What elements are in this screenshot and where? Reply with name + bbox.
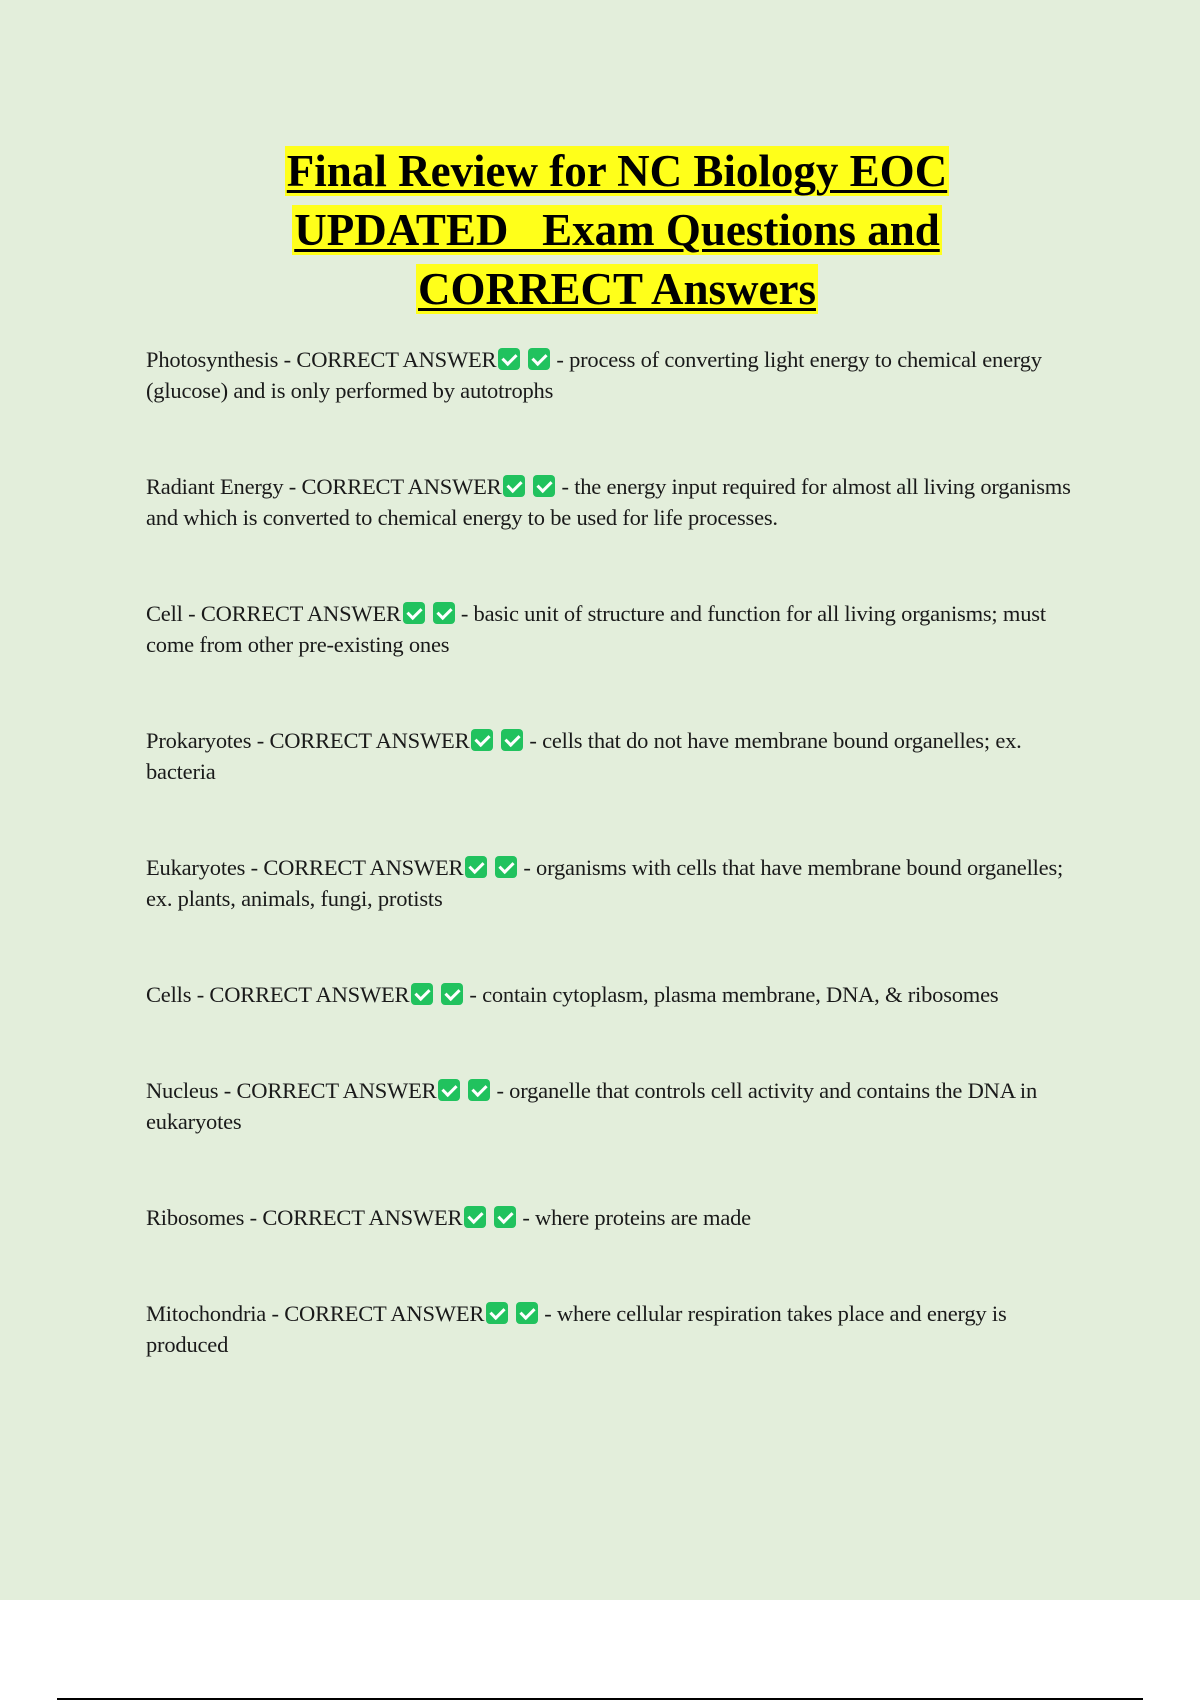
entry-term: Photosynthesis	[146, 347, 279, 372]
entry-dash: -	[496, 1078, 510, 1103]
entry-separator: -	[245, 855, 264, 880]
flashcard-entry	[146, 979, 1086, 1010]
flashcard-entry	[146, 344, 1086, 406]
entry-definition: the energy input required for almost all living organisms and which is converted to chemical energy to be used for life processes.	[146, 474, 1071, 530]
entry-term: Mitochondria	[146, 1301, 267, 1326]
entry-term: Radiant Energy	[146, 474, 284, 499]
check-mark-button-icon	[403, 602, 425, 624]
flashcard-entry	[146, 1298, 1086, 1360]
entry-definition: contain cytoplasm, plasma membrane, DNA, & ribosomes	[482, 982, 999, 1007]
entry-separator: -	[266, 1301, 285, 1326]
check-mark-button-icon	[498, 348, 520, 370]
check-mark-button-icon	[465, 856, 487, 878]
check-mark-button-icon	[495, 856, 517, 878]
entry-term: Nucleus	[146, 1078, 219, 1103]
entry-dash: -	[544, 1301, 557, 1326]
entry-answer-label: CORRECT ANSWER	[284, 1301, 485, 1326]
entry-separator: -	[251, 728, 270, 753]
entry-term: Eukaryotes	[146, 855, 246, 880]
entry-answer-label: CORRECT ANSWER	[301, 474, 502, 499]
flashcard-entry	[146, 471, 1086, 533]
flashcard-entry	[146, 725, 1086, 787]
check-mark-button-icon	[528, 348, 550, 370]
title-line-1: Final Review for NC Biology EOC	[286, 146, 948, 196]
entry-definition: organelle that controls cell activity and contains the DNA in eukaryotes	[146, 1078, 1038, 1134]
check-mark-button-icon	[411, 983, 433, 1005]
entry-answer-label: CORRECT ANSWER	[262, 1205, 463, 1230]
entry-answer-label: CORRECT ANSWER	[209, 982, 410, 1007]
entry-dash: -	[469, 982, 483, 1007]
entry-term: Cell	[146, 601, 183, 626]
check-mark-button-icon	[494, 1206, 516, 1228]
entry-separator: -	[244, 1205, 263, 1230]
check-mark-button-icon	[501, 729, 523, 751]
entry-definition: process of converting light energy to chemical energy (glucose) and is only performed by autotrophs	[146, 347, 1042, 403]
entry-answer-label: CORRECT ANSWER	[200, 601, 401, 626]
entry-separator: -	[283, 474, 302, 499]
entry-answer-label: CORRECT ANSWER	[236, 1078, 437, 1103]
entry-term: Ribosomes	[146, 1205, 245, 1230]
check-mark-button-icon	[438, 1079, 460, 1101]
check-mark-button-icon	[533, 475, 555, 497]
entry-separator: -	[182, 601, 201, 626]
title-line-2: UPDATED Exam Questions and	[294, 205, 940, 255]
check-mark-button-icon	[464, 1206, 486, 1228]
flashcard-list	[146, 344, 1086, 1425]
check-mark-button-icon	[516, 1302, 538, 1324]
title-line-3: CORRECT Answers	[418, 264, 816, 314]
entry-separator: -	[278, 347, 297, 372]
entry-separator: -	[191, 982, 210, 1007]
entry-definition: basic unit of structure and function for all living organisms; must come from other pre-existing ones	[146, 601, 1046, 657]
check-mark-button-icon	[441, 983, 463, 1005]
flashcard-entry	[146, 1075, 1086, 1137]
document-title	[150, 142, 1084, 319]
check-mark-button-icon	[471, 729, 493, 751]
entry-definition: organisms with cells that have membrane bound organelles; ex. plants, animals, fungi, protists	[146, 855, 1064, 911]
entry-term: Prokaryotes	[146, 728, 252, 753]
entry-separator: -	[218, 1078, 237, 1103]
entry-definition: where cellular respiration takes place and energy is produced	[146, 1301, 1007, 1357]
entry-dash: -	[460, 601, 474, 626]
entry-term: Cells	[146, 982, 192, 1007]
check-mark-button-icon	[486, 1302, 508, 1324]
flashcard-entry	[146, 598, 1086, 660]
entry-dash: -	[556, 347, 570, 372]
entry-dash: -	[522, 1205, 536, 1230]
flashcard-entry	[146, 852, 1086, 914]
entry-definition: where proteins are made	[535, 1205, 751, 1230]
check-mark-button-icon	[468, 1079, 490, 1101]
entry-definition: cells that do not have membrane bound organelles; ex. bacteria	[146, 728, 1022, 784]
check-mark-button-icon	[503, 475, 525, 497]
check-mark-button-icon	[433, 602, 455, 624]
entry-dash: -	[529, 728, 543, 753]
flashcard-entry	[146, 1202, 1086, 1233]
entry-answer-label: CORRECT ANSWER	[269, 728, 470, 753]
entry-answer-label: CORRECT ANSWER	[263, 855, 464, 880]
entry-dash: -	[561, 474, 575, 499]
entry-dash: -	[523, 855, 537, 880]
entry-answer-label: CORRECT ANSWER	[296, 347, 497, 372]
